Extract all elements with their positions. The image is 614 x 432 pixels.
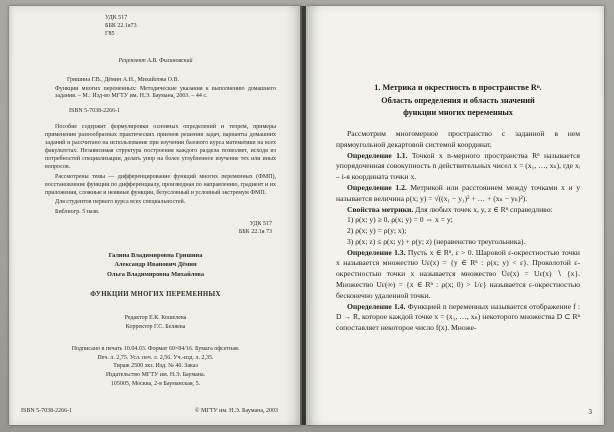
udk-bottom-label: УДК 517: [249, 221, 272, 228]
corrector-line: Корректор Г.С. Беляева: [125, 323, 186, 330]
definition-1-1-paragraph: [336, 151, 580, 183]
definition-1-2-paragraph: [336, 183, 580, 205]
paragraph-text: Метрикой или расстоянием между точками x и y называется величина ρ(x; y) = √((x₁ − y₁)² + … + (xₙ − yₙ)²).: [336, 183, 580, 203]
imprint-line: Тираж 2500 экз. Изд. № 40. Заказ: [113, 363, 198, 370]
paragraph-text: Точкой x n-мерного пространства Rⁿ называется упорядоченная совокупность n действительных чисел x = (x₁, …, xₙ), где xᵢ – i-я координата точки x.: [336, 150, 580, 182]
paragraph-text: 3) ρ(x; z) ≤ ρ(x; y) + ρ(y; z) (неравенство треугольника).: [347, 236, 526, 246]
bbk-top-label: ББК 22.1я73: [105, 22, 137, 29]
bbk-bottom-label: ББК 22.1я 73: [238, 229, 272, 236]
metric-properties-paragraph: [336, 205, 580, 216]
paragraph-text: Рассмотрим многомерное пространство с заданной в нем прямоугольной декартовой системой координат.: [336, 129, 580, 149]
chapter-title: [336, 82, 580, 120]
definition-1-4-paragraph: [336, 302, 580, 334]
catalog-codes-bottom: [9, 221, 272, 237]
chapter-body: [336, 129, 580, 334]
catalog-entry: [55, 77, 276, 102]
imprint-block: [9, 345, 302, 388]
imprint-line: Печ. л. 2,75. Усл. печ. л. 2,56. Уч.-изд. л. 2,35.: [97, 354, 214, 361]
annotation-paragraph: Рассмотрены темы — дифференцирование функций многих переменных (ФМП), восстановление функции по дифференциалу, производная по направлению, градиент и их приложения, сложные и неявные функции, безусловный и условный экстремум ФМП.: [45, 173, 276, 196]
paragraph-text: Для любых точек x, y, z ∈ Rⁿ справедливо:: [413, 204, 553, 214]
authors-block: [9, 251, 302, 279]
catalog-description: Функции многих переменных: Методические указания к выполнению домашнего задания. – М.: Изд-во МГТУ им. Н.Э. Баумана, 2003. – 44 с.: [55, 85, 276, 100]
paragraph-lead: Определение 1.4.: [347, 301, 406, 311]
g85-label: Г85: [105, 30, 115, 37]
author-name: Галина Владимировна Гришина: [108, 252, 203, 260]
intro-paragraph: [336, 129, 580, 151]
book-title: ФУНКЦИИ МНОГИХ ПЕРЕМЕННЫХ: [90, 290, 221, 298]
right-page: [306, 6, 604, 425]
metric-property-2: [336, 226, 580, 237]
chapter-title-line: функции многих переменных: [403, 108, 513, 118]
paragraph-text: 2) ρ(x; y) = ρ(y; x);: [347, 226, 407, 236]
imprint-line: Издательство МГТУ им. Н.Э. Баумана.: [105, 371, 206, 378]
copyright-line: © МГТУ им. Н.Э. Баумана, 2003: [194, 408, 278, 415]
isbn-top: ISBN 5-7038-2266-1: [69, 108, 121, 115]
catalog-authors-line: Гришина Г.В., Дёмин А.Н., Михайлова О.В.: [67, 76, 180, 83]
udk-top-label: УДК 517: [105, 15, 128, 21]
left-page: [9, 6, 302, 425]
chapter-title-line: Область определения и область значений: [381, 95, 535, 105]
paragraph-lead: Определение 1.1.: [347, 150, 408, 160]
annotation-block: [45, 124, 276, 217]
catalog-codes-top: [105, 15, 302, 39]
author-name: Александр Иванович Дёмин: [114, 261, 197, 269]
page-number: 3: [588, 407, 592, 416]
paragraph-text: Пусть x ∈ Rⁿ, ε > 0. Шаровой ε-окрестностью точки x называется множество Uε(x) = {y ∈ Rⁿ : ρ(x; y) < ε}. Проколотой ε-окрестностью точки x называется множество U̇ε(x) = Uε(x) ∖ {x}. Множество Uε(∞) = {x ∈ Rⁿ : ρ(x; 0) > 1/ε} называется ε-окрестностью бесконечно удаленной точки.: [336, 247, 580, 300]
editor-line: Редактор Е.К. Кошелева: [124, 314, 187, 321]
paragraph-lead: Определение 1.3.: [347, 247, 406, 257]
paragraph-text: Функцией n переменных называется отображение f : D → R, которое каждой точке x = (x₁, …, xₙ) некоторого множества D ⊂ Rⁿ сопоставляет некоторое число f(x). Множе-: [336, 301, 581, 333]
annotation-paragraph: Пособие содержит формулировки основных определений и теорем, примеры применения разнообразных практических приемов решения задач, варианты домашних заданий и рассчитано на использование при изучении базового курса математики на всех факультетах. Независимая структура построения каждого раздела позволяет, исходя из потребностей специализации, делать упор на более углубленное изучение тех или иных вопросов.: [45, 124, 276, 170]
definition-1-3-paragraph: [336, 248, 580, 302]
paragraph-lead: Определение 1.2.: [347, 183, 407, 193]
metric-property-1: [336, 215, 580, 226]
author-name: Ольга Владимировна Михайлова: [106, 270, 205, 278]
imprint-line: 105005, Москва, 2-я Бауманская, 5.: [110, 380, 201, 387]
imprint-line: Подписано в печать 10.04.03. Формат 60×84/16. Бумага офсетная.: [71, 345, 240, 352]
paragraph-lead: Свойства метрики.: [347, 204, 414, 214]
metric-property-3: [336, 237, 580, 248]
chapter-title-line: 1. Метрика и окрестность в пространстве Rⁿ.: [374, 83, 542, 92]
reviewer-line: Рецензент А.В. Филиновский: [118, 57, 193, 64]
annotation-paragraph: Для студентов первого курса всех специальностей.: [55, 199, 186, 206]
annotation-paragraph: Библиогр. 5 назв.: [55, 209, 100, 216]
paragraph-text: 1) ρ(x; y) ≥ 0, ρ(x; y) = 0 ⇔ x = y;: [347, 215, 453, 225]
staff-block: [9, 314, 302, 332]
isbn-bottom: ISBN 5-7038-2266-1: [21, 408, 73, 415]
bottom-row: [21, 408, 278, 416]
